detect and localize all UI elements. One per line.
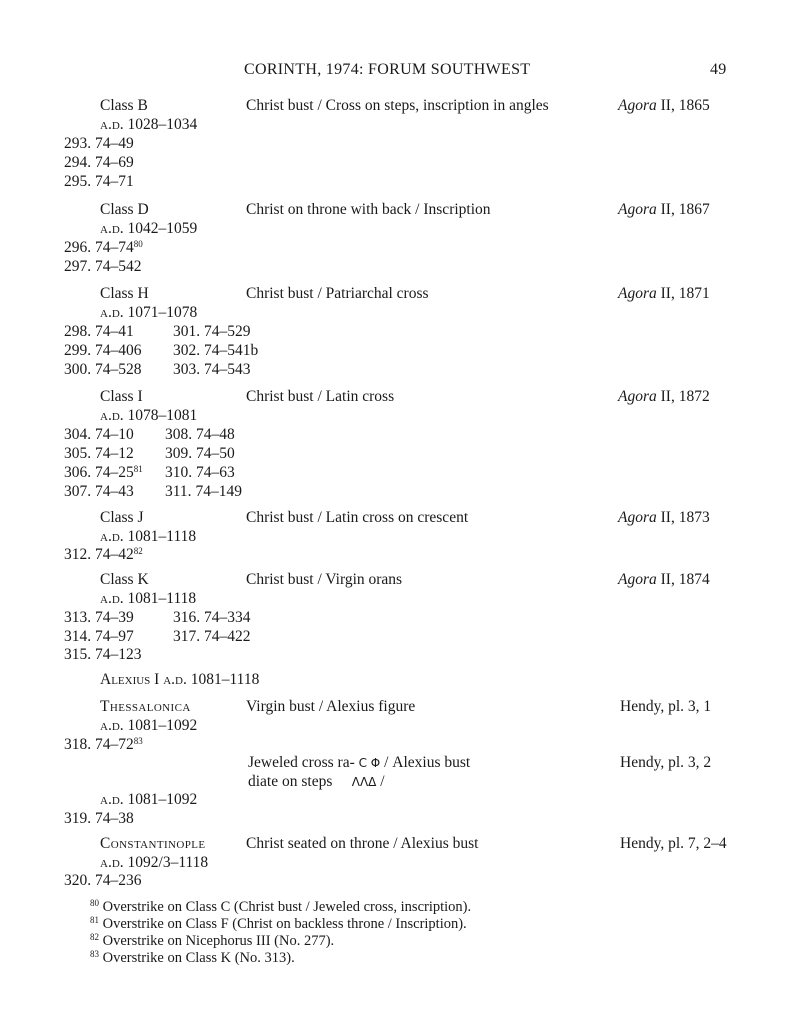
reference: Hendy, pl. 3, 2 [620,754,712,771]
date-range: a.d. 1042–1059 [100,220,198,237]
catalog-entry: 304. 74–10 [64,426,134,443]
date-range: a.d. 1081–1092 [100,791,198,808]
reference: Hendy, pl. 7, 2–4 [620,835,727,852]
mint-heading: Constantinople [100,835,206,852]
reference: Agora II, 1867 [618,201,710,218]
catalog-entry: 296. $74-74^{80}$ [64,239,143,256]
footnote: $^{82}$ Overstrike on Nicephorus III (No. 277). [90,932,335,949]
date-range: a.d. 1081–1118 [100,590,197,607]
date-range: a.d. 1092/3–1118 [100,854,209,871]
type-description: Christ on throne with back / Inscription [246,201,491,218]
catalog-entry: 320. 74–236 [64,872,142,889]
catalog-entry: 317. 74–422 [173,628,251,645]
catalog-entry: 303. 74–543 [173,361,251,378]
type-description: diate on steps ΛΛΔ / [248,773,385,790]
mint-heading: Thessalonica [100,698,191,715]
reference: Agora II, 1874 [618,571,710,588]
type-description: Christ bust / Latin cross [246,388,395,405]
date-range: a.d. 1071–1078 [100,304,198,321]
catalog-entry: 310. 74–63 [165,464,235,481]
catalog-entry: 298. 74–41 [64,323,134,340]
class-heading: Class H [100,285,149,302]
type-description: Christ bust / Virgin orans [246,571,403,588]
footnote: $^{80}$ Overstrike on Class C (Christ bust / Jeweled cross, inscription). [90,898,472,915]
reference: Agora II, 1871 [618,285,710,302]
catalog-entry: 316. 74–334 [173,609,251,626]
catalog-entry: 294. 74–69 [64,154,134,171]
inscription-glyphs: ΛΛΔ [351,775,377,789]
catalog-entry: 308. 74–48 [165,426,235,443]
page-number: 49 [710,61,727,78]
type-description: Christ bust / Patriarchal cross [246,285,429,302]
catalog-entry: 306. $74-25^{81}$ [64,464,143,481]
type-description: Jeweled cross ra- C Φ / Alexius bust [248,754,471,771]
catalog-entry: 293. 74–49 [64,135,134,152]
catalog-entry: 311. 74–149 [165,483,242,500]
footnote-marker[interactable]: 80 [133,239,143,249]
class-heading: Class D [100,201,149,218]
type-description: Christ seated on throne / Alexius bust [246,835,479,852]
footnote: $^{83}$ Overstrike on Class K (No. 313). [90,949,295,966]
reference: Agora II, 1872 [618,388,710,405]
footnote: $^{81}$ Overstrike on Class F (Christ on backless throne / Inscription). [90,915,467,932]
date-range: a.d. 1028–1034 [100,116,198,133]
date-range: a.d. 1078–1081 [100,407,198,424]
catalog-entry: 299. 74–406 [64,342,142,359]
type-description: Virgin bust / Alexius figure [246,698,416,715]
catalog-entry: 305. 74–12 [64,445,134,462]
footnote-marker[interactable]: 83 [133,736,143,746]
catalog-entry: 319. 74–38 [64,810,134,827]
ruler-heading: Alexius I a.d. 1081–1118 [100,671,260,688]
reference: Agora II, 1873 [618,509,710,526]
catalog-entry: 301. 74–529 [173,323,251,340]
catalog-entry: 307. 74–43 [64,483,134,500]
date-range: a.d. 1081–1118 [100,528,197,545]
catalog-entry: 297. 74–542 [64,258,142,275]
footnote-marker[interactable]: 81 [133,464,143,474]
type-description: Christ bust / Latin cross on crescent [246,509,469,526]
catalog-entry: 312. $74-42^{82}$ [64,546,143,563]
catalog-entry: 318. $74-72^{83}$ [64,736,143,753]
class-heading: Class I [100,388,143,405]
inscription-glyphs: C Φ [358,756,381,770]
catalog-entry: 315. 74–123 [64,646,142,663]
catalog-entry: 295. 74–71 [64,173,134,190]
reference: Hendy, pl. 3, 1 [620,698,712,715]
catalog-entry: 314. 74–97 [64,628,134,645]
type-description: Christ bust / Cross on steps, inscription in angles [246,97,549,114]
catalog-entry: 313. 74–39 [64,609,134,626]
class-heading: Class K [100,571,149,588]
catalog-entry: 302. 74–541b [173,342,259,359]
class-heading: Class J [100,509,144,526]
running-head: CORINTH, 1974: FORUM SOUTHWEST [244,61,531,78]
date-range: a.d. 1081–1092 [100,717,198,734]
footnote-marker[interactable]: 82 [133,546,143,556]
catalog-entry: 309. 74–50 [165,445,235,462]
reference: Agora II, 1865 [618,97,710,114]
class-heading: Class B [100,97,148,114]
catalog-entry: 300. 74–528 [64,361,142,378]
